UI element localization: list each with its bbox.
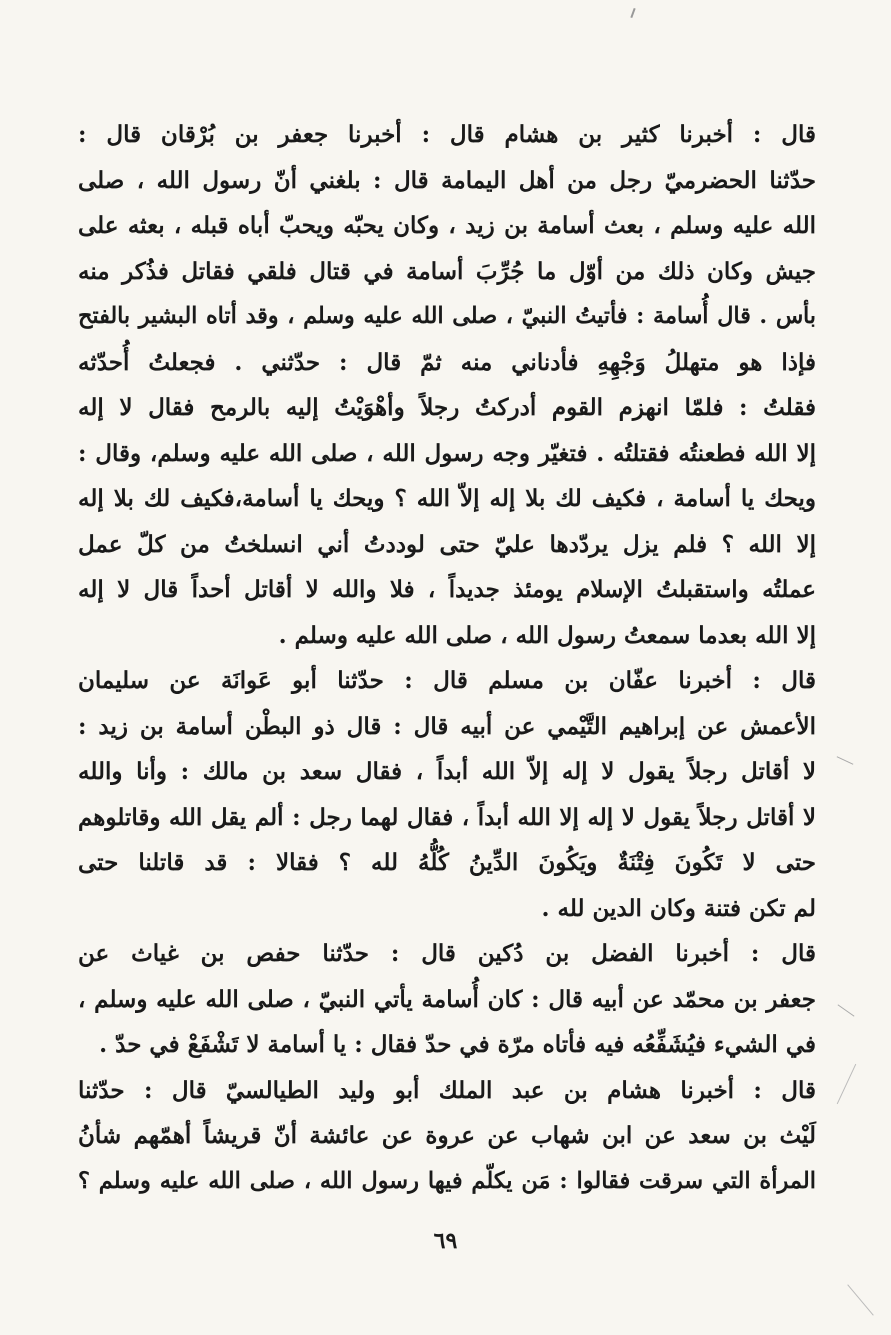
paragraph — [78, 658, 816, 931]
text-line: قال : أخبرنا كثير بن هشام قال : أخبرنا جعفر بن بُرْقان قال : — [78, 121, 816, 148]
scan-mark — [630, 8, 635, 18]
text-line: ويحك يا أسامة ، فكيف لك بلا إله إلاّ الله ؟ ويحك يا أسامة،فكيف لك بلا إله — [78, 485, 816, 512]
text-line: لا أقاتل رجلاً يقول لا إله إلاّ الله أبداً ، فقال سعد بن مالك : وأنا والله — [78, 758, 816, 785]
text-line: حدّثنا الحضرميّ رجل من أهل اليمامة قال : بلغني أنّ رسول الله ، صلى — [78, 166, 816, 194]
text-line: المرأة التي سرقت فقالوا : مَن يكلّم فيها رسول الله ، صلى الله عليه وسلم ؟ — [78, 1167, 816, 1194]
text-line: عملتُه واستقبلتُ الإسلام يومئذ جديداً ، فلا والله لا أقاتل أحداً قال لا إله — [78, 576, 816, 603]
text-line: بأس . قال أُسامة : فأتيتُ النبيّ ، صلى الله عليه وسلم ، وقد أتاه البشير بالفتح — [78, 303, 816, 329]
text-line: قال : أخبرنا عفّان بن مسلم قال : حدّثنا أبو عَوانَة عن سليمان — [78, 667, 816, 694]
text-line: الأعمش عن إبراهيم التَّيْمي عن أبيه قال : قال ذو البطْن أسامة بن زيد : — [78, 712, 816, 740]
scan-mark — [837, 756, 854, 765]
text-line: فإذا هو متهللُ وَجْهِهِ فأدناني منه ثمّ قال : حدّثني . فجعلتُ أُحدّثه — [78, 348, 816, 376]
scan-mark — [838, 1004, 855, 1016]
text-line: إلا الله فطعنتُه فقتلتُه . فتغيّر وجه رسول الله ، صلى الله عليه وسلم، وقال : — [78, 439, 816, 467]
text-line: لا أقاتل رجلاً يقول لا إله إلا الله أبداً ، فقال لهما رجل : ألم يقل الله وقاتلوهم — [78, 803, 816, 831]
text-line: لَيْث بن سعد عن ابن شهاب عن عروة عن عائشة أنّ قريشاً أهمّهم شأنُ — [78, 1122, 816, 1149]
scan-mark — [837, 1064, 857, 1104]
text-line: الله عليه وسلم ، بعث أسامة بن زيد ، وكان يحبّه ويحبّ أباه قبله ، بعثه على — [78, 212, 816, 239]
page-body — [78, 112, 816, 1204]
page-number: ٦٩ — [433, 1228, 458, 1254]
text-line: لم تكن فتنة وكان الدين لله . — [541, 894, 816, 922]
text-line: قال : أخبرنا هشام بن عبد الملك أبو وليد الطيالسيّ قال : حدّثنا — [78, 1076, 816, 1104]
paragraph — [78, 1068, 816, 1205]
text-line: فقلتُ : فلمّا انهزم القوم أدركتُ رجلاً وأهْوَيْتُ إليه بالرمح فقال لا إله — [78, 394, 816, 421]
scan-mark — [847, 1284, 873, 1315]
paragraph — [78, 931, 816, 1068]
text-line: إلا الله بعدما سمعتُ رسول الله ، صلى الله عليه وسلم . — [278, 621, 816, 649]
text-line: جيش وكان ذلك من أوّل ما جُرِّبَ أسامة في قتال فلقي فقاتل فذُكر منه — [78, 257, 816, 285]
paragraph — [78, 112, 816, 658]
text-line: قال : أخبرنا الفضل بن دُكين قال : حدّثنا حفص بن غياث عن — [78, 940, 816, 967]
text-line: إلا الله ؟ فلم يزل يردّدها عليّ حتى لوددتُ أني انسلختُ من كلّ عمل — [78, 530, 816, 558]
text-line: جعفر بن محمّد عن أبيه قال : كان أُسامة يأتي النبيّ ، صلى الله عليه وسلم ، — [78, 985, 816, 1013]
text-line: حتى لا تَكُونَ فِتْنَةٌ ويَكُونَ الدِّينُ كُلُّهُ لله ؟ فقالا : قد قاتلنا حتى — [78, 849, 816, 876]
text-line: في الشيء فيُشَفِّعُه فيه فأتاه مرّة في حدّ فقال : يا أسامة لا تَشْفَعْ في حدّ . — [99, 1031, 816, 1058]
